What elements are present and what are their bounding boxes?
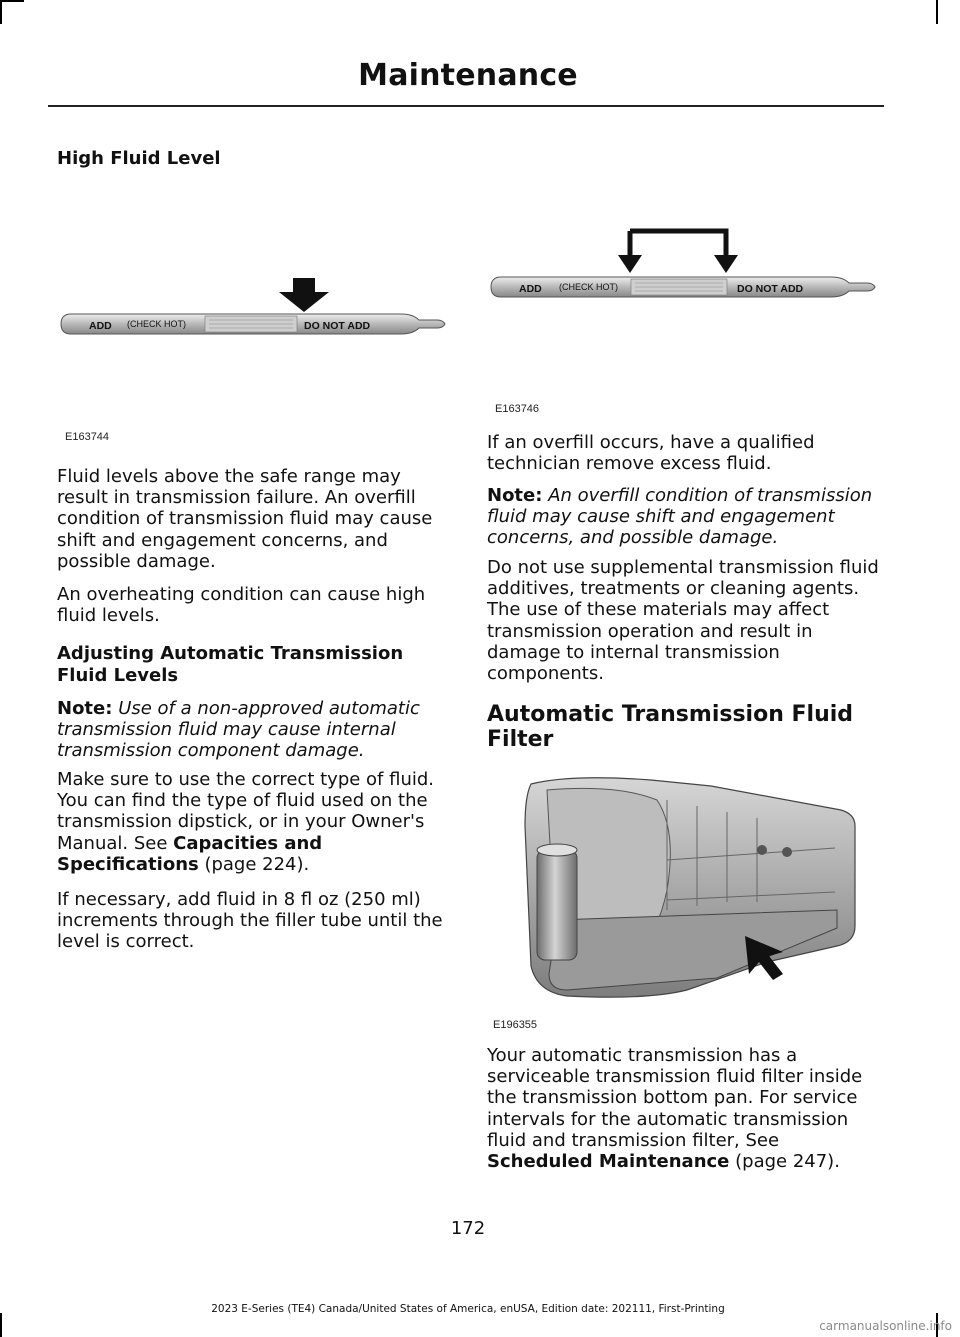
figure-id: E163746 [495,403,540,415]
arrow-down-icon [714,255,738,273]
cross-reference-link[interactable]: Capacities and Specifications [57,832,323,875]
arrow-down-icon [279,278,329,312]
crop-mark [0,0,2,24]
paragraph-text: Make sure to use the correct type of fluid. You can find the type of fluid used on the transmission dipstick, or in your Owner's Manual. See [57,769,435,854]
footer-edition-info: 2023 E-Series (TE4) Canada/United States of America, enUSA, Edition date: 202111, First-Printing [211,1303,725,1315]
figure-id: E163744 [65,431,110,443]
paragraph-filter-service [487,1045,882,1172]
paragraph-text: Your automatic transmission has a serviceable transmission fluid filter inside the transmission bottom pan. For service intervals for the automatic transmission fluid and transmission filter, See [487,1045,863,1151]
header-divider [48,105,884,107]
note-label: Note: [57,698,113,719]
paragraph-technician: If an overfill occurs, have a qualified technician remove excess fluid. [487,432,815,475]
crop-mark [0,0,24,2]
dipstick-figure-overfill [487,225,882,420]
figure-id: E196355 [493,1019,538,1031]
dipstick-donot-label: DO NOT ADD [304,320,371,332]
arrow-down-icon [618,255,642,273]
dipstick-figure-high [57,270,449,450]
note-label: Note: [487,485,543,506]
transmission-illustration [487,770,882,1035]
crop-mark [0,1313,2,1337]
dipstick-illustration [487,225,882,420]
crop-mark [936,0,938,24]
dipstick-donot-label: DO NOT ADD [737,283,804,295]
note-text: An overfill condition of transmission fluid may cause shift and engagement concerns, and possible damage. [487,485,873,549]
heading-adjusting-fluid: Adjusting Automatic Transmission Fluid Levels [57,643,404,686]
note-fluid-damage [57,698,449,762]
paragraph-supplemental: Do not use supplemental transmission fluid additives, treatments or cleaning agents. The use of these materials may affect transmission operation and result in damage to internal transmission components. [487,557,879,685]
dipstick-check-label: (CHECK HOT) [559,282,618,292]
note-overfill [487,485,882,549]
page-reference: (page 247). [729,1151,840,1173]
heading-high-fluid-level: High Fluid Level [57,148,221,169]
paragraph-overheating: An overheating condition can cause high fluid levels. [57,584,426,627]
note-text: Use of a non-approved automatic transmission fluid may cause internal transmission component damage. [57,698,420,762]
page-reference: (page 224). [198,853,310,875]
dipstick-check-label: (CHECK HOT) [127,319,186,329]
page-title: Maintenance [358,58,578,93]
dipstick-illustration [57,270,449,450]
dipstick-add-label: ADD [519,283,542,295]
page-number: 172 [450,1218,486,1239]
cross-reference-link[interactable]: Scheduled Maintenance [487,1151,730,1173]
watermark: carmanualsonline.info [819,1319,952,1333]
paragraph-fluid-type [57,769,449,875]
transmission-filter-figure [487,770,882,1035]
paragraph-add-fluid: If necessary, add fluid in 8 fl oz (250 ml) increments through the filler tube until the level is correct. [57,889,443,953]
paragraph-overfill-risk: Fluid levels above the safe range may result in transmission failure. An overfill condition of transmission fluid may cause shift and engagement concerns, and possible damage. [57,466,433,572]
heading-fluid-filter: Automatic Transmission Fluid Filter [487,702,854,752]
dipstick-add-label: ADD [89,320,112,332]
